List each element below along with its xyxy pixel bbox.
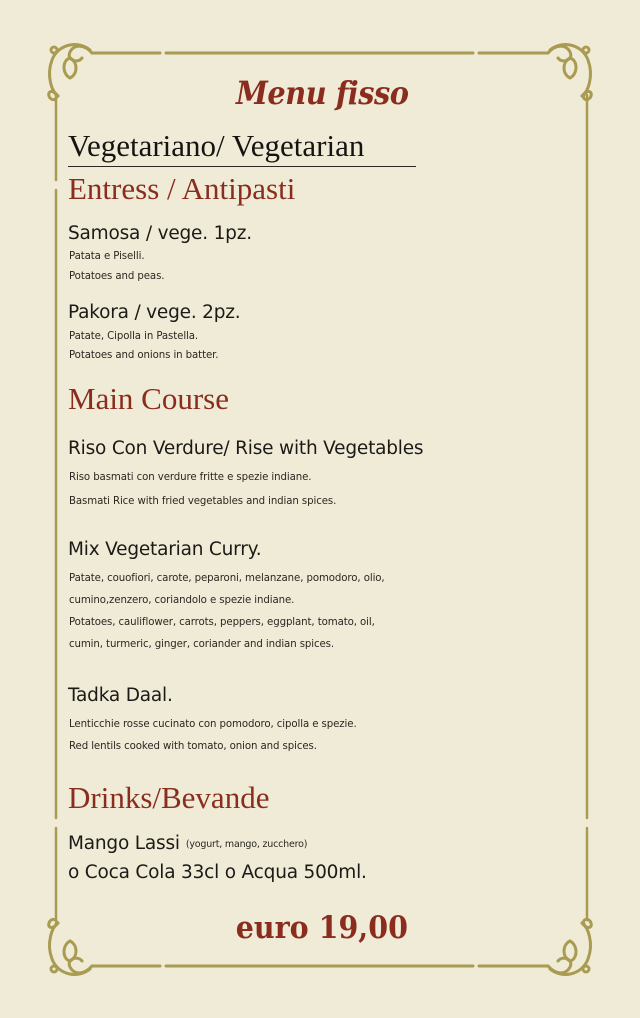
menu-title: Menu fisso	[235, 74, 409, 112]
item-desc-en-2: cumin, turmeric, ginger, coriander and indian spices.	[69, 639, 335, 650]
item-name-pakora: Pakora / vege. 2pz.	[68, 302, 241, 323]
section-heading-main-course: Main Course	[68, 381, 230, 416]
item-desc-it-1: Patate, couofiori, carote, peparoni, melanzane, pomodoro, olio,	[69, 573, 385, 584]
item-name-riso-con-verdure: Riso Con Verdure/ Rise with Vegetables	[68, 438, 424, 459]
item-desc-it: Lenticchie rosse cucinato con pomodoro, cipolla e spezie.	[69, 719, 357, 730]
item-name-samosa: Samosa / vege. 1pz.	[68, 223, 252, 244]
item-desc-en-1: Potatoes, cauliflower, carrots, peppers, eggplant, tomato, oil,	[69, 617, 375, 628]
drink-name: Mango Lassi	[68, 833, 180, 854]
menu-subtitle: Vegetariano/ Vegetarian	[68, 128, 416, 167]
menu-price: euro 19,00	[235, 910, 408, 946]
drink-line-mango-lassi	[68, 832, 307, 857]
item-desc-it: Patata e Piselli.	[69, 251, 145, 262]
item-desc-en: Basmati Rice with fried vegetables and indian spices.	[69, 496, 337, 507]
item-desc-en: Red lentils cooked with tomato, onion and spices.	[69, 741, 317, 752]
item-desc-it: Riso basmati con verdure fritte e spezie indiane.	[69, 472, 312, 483]
section-heading-drinks: Drinks/Bevande	[68, 780, 270, 815]
section-heading-antipasti: Entress / Antipasti	[68, 171, 296, 206]
drink-note: (yogurt, mango, zucchero)	[185, 839, 308, 850]
item-desc-it: Patate, Cipolla in Pastella.	[69, 331, 199, 342]
drink-line-alternatives: o Coca Cola 33cl o Acqua 500ml.	[68, 862, 367, 883]
item-desc-en: Potatoes and peas.	[69, 271, 165, 282]
item-name-tadka-daal: Tadka Daal.	[68, 685, 173, 706]
item-desc-en: Potatoes and onions in batter.	[69, 350, 219, 361]
item-desc-it-2: cumino,zenzero, coriandolo e spezie indiane.	[69, 595, 295, 606]
item-name-mix-vegetarian-curry: Mix Vegetarian Curry.	[68, 539, 262, 560]
